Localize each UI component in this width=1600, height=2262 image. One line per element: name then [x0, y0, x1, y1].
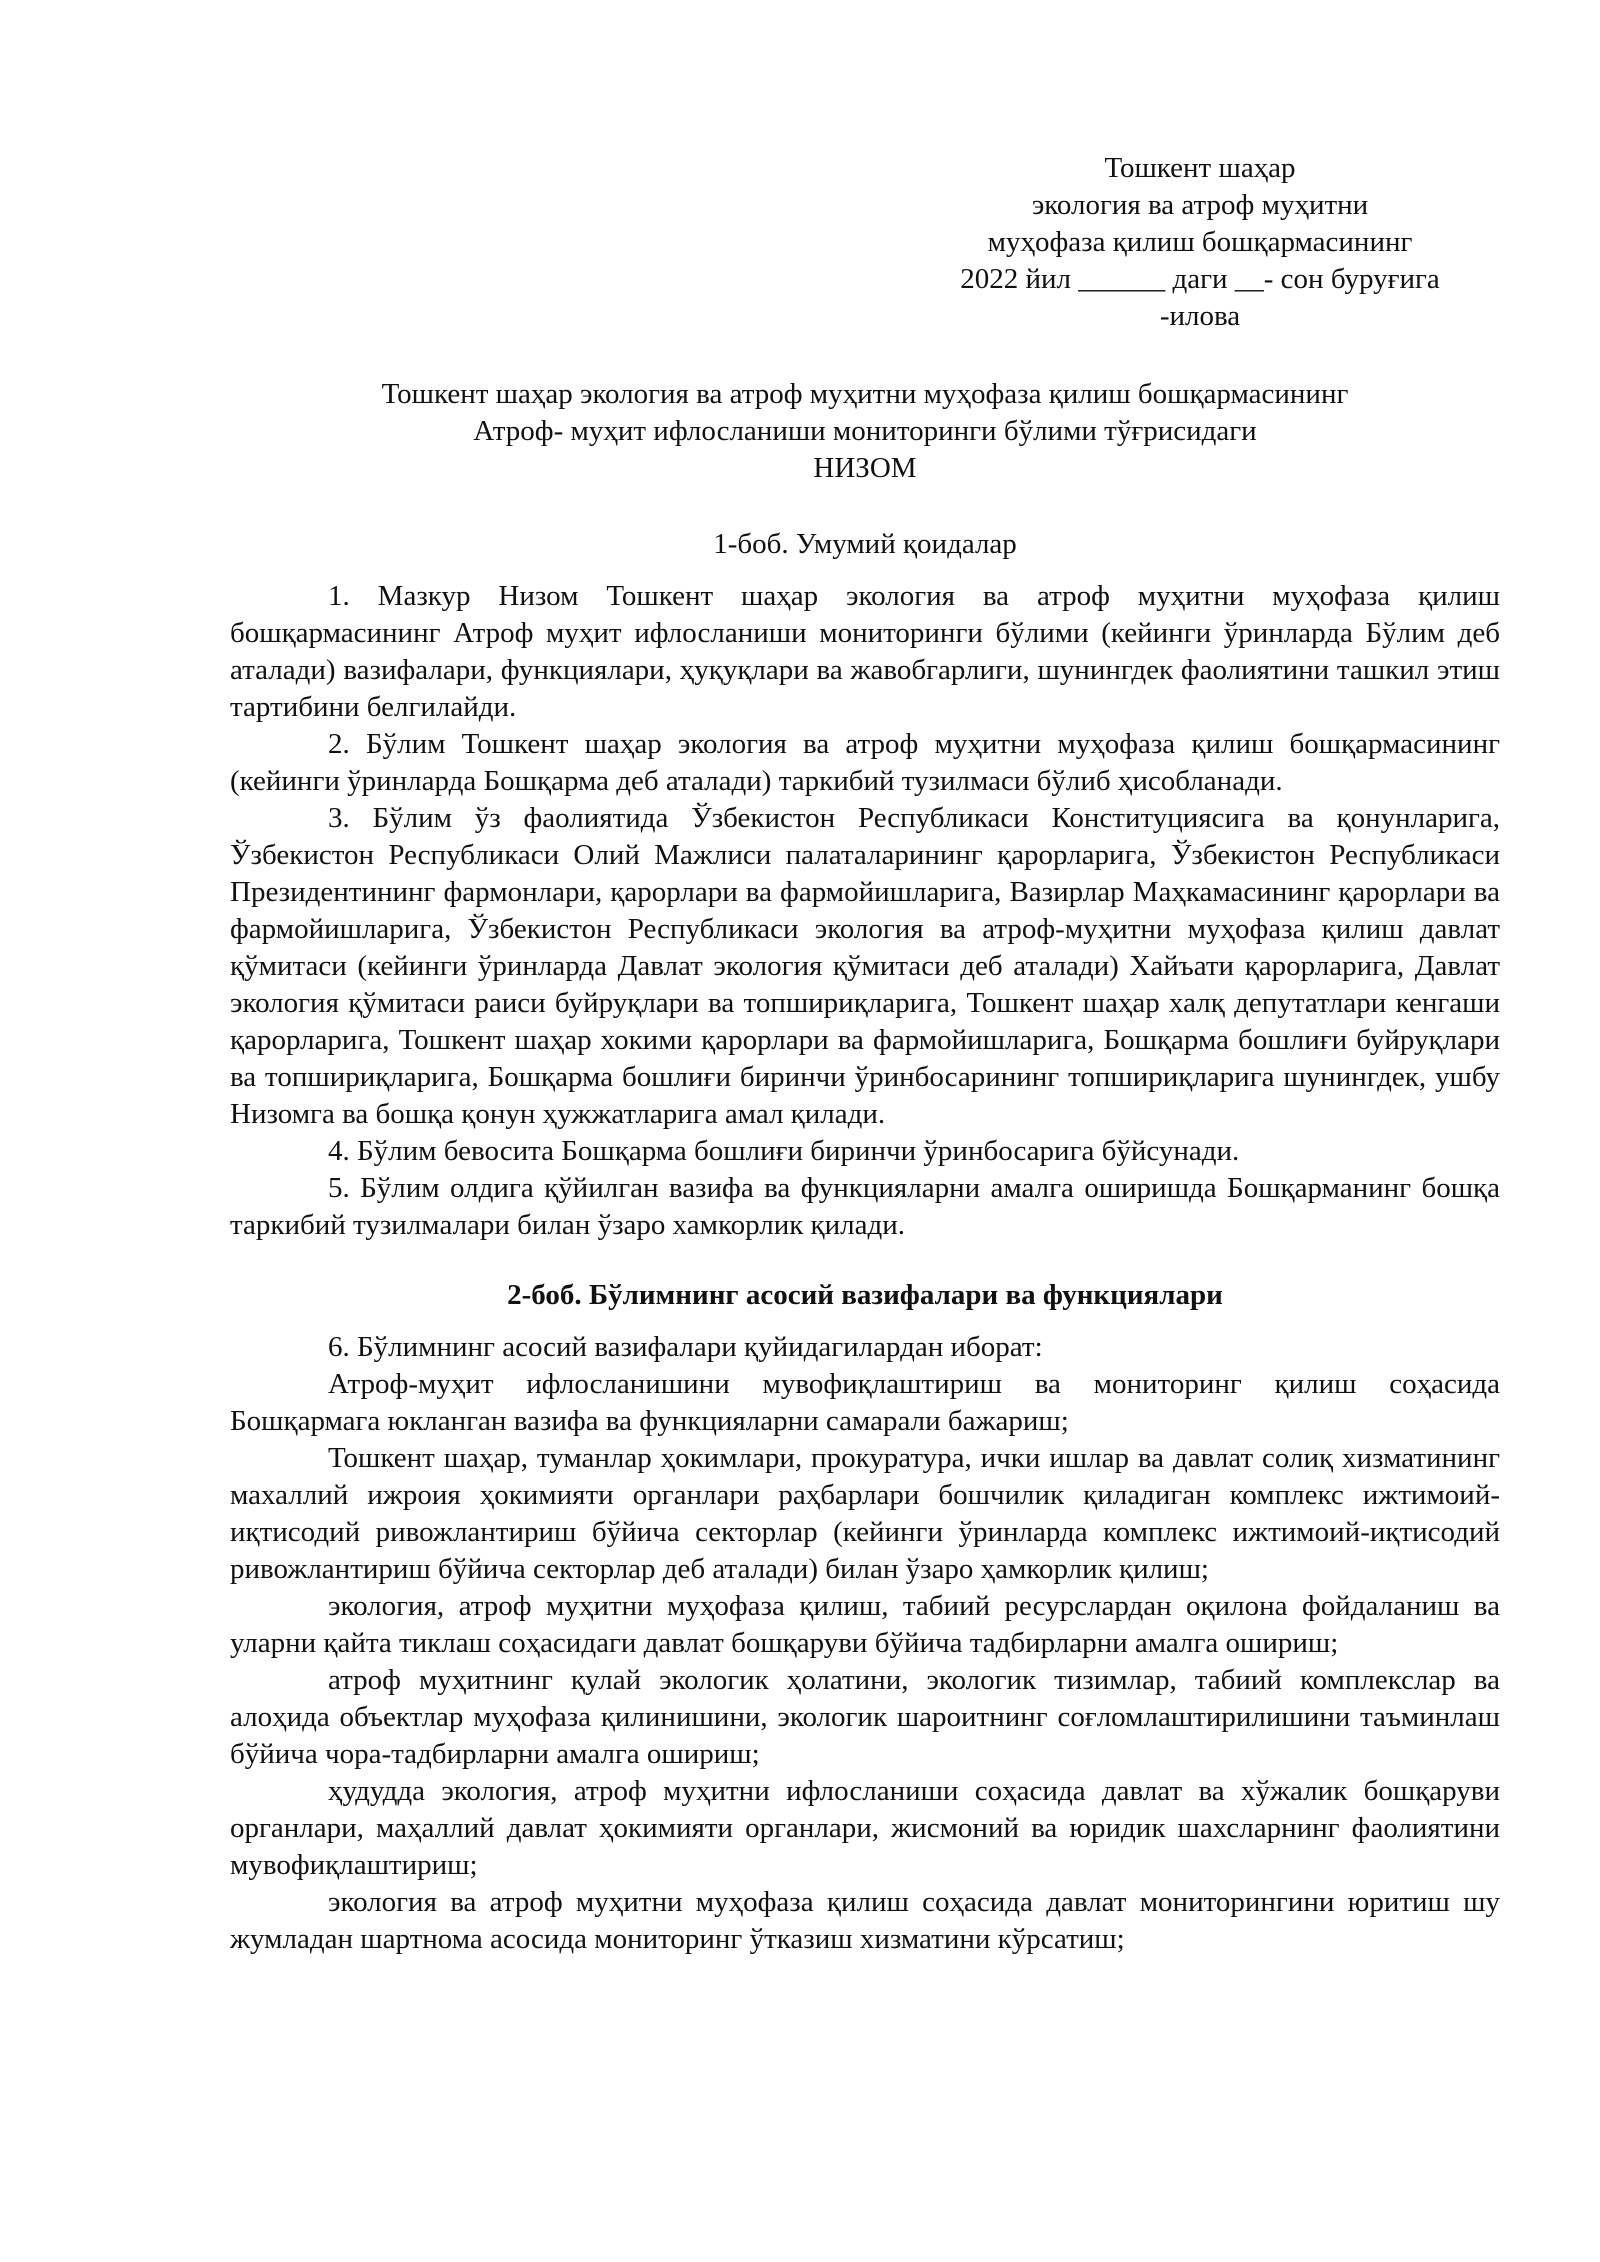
chapter-2-heading: 2-боб. Бўлимнинг асосий вазифалари ва функциялари [507, 1279, 1223, 1311]
approval-line-4: 2022 йил ______ даги __- сон буруғига [960, 263, 1440, 295]
task-item-3: экология, атроф муҳитни муҳофаза қилиш, табиий ресурслардан оқилона фойдаланиш ва уларни қайта тиклаш соҳасидаги давлат бошқаруви бўйича тадбирларни амалга ошириш; [230, 1590, 1500, 1659]
task-item-6: экология ва атроф муҳитни муҳофаза қилиш соҳасида давлат мониторингини юритиш шу жумладан шартнома асосида мониторинг ўтказиш хизматини кўрсатиш; [230, 1886, 1500, 1955]
task-item-5: ҳудудда экология, атроф муҳитни ифлосланиши соҳасида давлат ва хўжалик бошқаруви органлари, маҳаллий давлат ҳокимияти органлари, жисмоний ва юридик шахсларнинг фаолиятини мувофиқлаштириш; [230, 1775, 1500, 1881]
paragraph-1: 1. Мазкур Низом Тошкент шаҳар экология ва атроф муҳитни муҳофаза қилиш бошқармасининг Атроф муҳит ифлосланиши мониторинги бўлими (кейинги ўринларда Бўлим деб аталади) вазифалари, функциялари, ҳуқуқлари ва жавобгарлиги, шунингдек фаолиятини ташкил этиш тартибини белгилайди. [230, 580, 1500, 723]
paragraph-3: 3. Бўлим ўз фаолиятида Ўзбекистон Республикаси Конституциясига ва қонунларига, Ўзбекистон Республикаси Олий Мажлиси палаталарининг қарорларига, Ўзбекистон Республикаси Президентининг фармонлари, қарорлари ва фармойишларига, Вазирлар Маҳкамасининг қарорлари ва фармойишларига, Ўзбекистон Республикаси экология ва атроф-муҳитни муҳофаза қилиш давлат қўмитаси (кейинги ўринларда Давлат экология қўмитаси деб аталади) Хайъати қарорларига, Давлат экология қўмитаси раиси буйруқлари ва топшириқларига, Тошкент шаҳар халқ депутатлари кенгаши қарорларига, Тошкент шаҳар хокими қарорлари ва фармойишларига, Бошқарма бошлиғи буйруқлари ва топшириқларига, Бошқарма бошлиғи биринчи ўринбосарининг топшириқларига шунингдек, ушбу Низомга ва бошқа қонун ҳужжатларига амал қилади. [230, 802, 1500, 1130]
paragraph-5: 5. Бўлим олдига қўйилган вазифа ва функцияларни амалга оширишда Бошқарманинг бошқа таркибий тузилмалари билан ўзаро хамкорлик қилади. [230, 1172, 1500, 1241]
paragraph-2: 2. Бўлим Тошкент шаҳар экология ва атроф муҳитни муҳофаза қилиш бошқармасининг (кейинги ўринларда Бошқарма деб аталади) таркибий тузилмаси бўлиб ҳисобланади. [230, 728, 1500, 797]
title-line-2: Атроф- муҳит ифлосланиши мониторинги бўлими тўғрисидаги [473, 415, 1257, 447]
document-body [230, 526, 1500, 1958]
approval-line-5: -илова [1159, 300, 1241, 332]
title-line-3: НИЗОМ [813, 452, 917, 484]
task-item-4: атроф муҳитнинг қулай экологик ҳолатини, экологик тизимлар, табиий комплекслар ва алоҳида объектлар муҳофаза қилинишини, экологик шароитнинг соғломлаштирилишини таъминлаш бўйича чора-тадбирларни амалга ошириш; [230, 1664, 1500, 1770]
approval-line-1: Тошкент шаҳар [1104, 152, 1296, 184]
approval-line-2: экология ва атроф муҳитни [1031, 189, 1369, 221]
task-item-1: Атроф-муҳит ифлосланишини мувофиқлаштириш ва мониторинг қилиш соҳасида Бошқармага юкланган вазифа ва функцияларни самарали бажариш; [230, 1368, 1500, 1437]
approval-block [900, 150, 1500, 335]
paragraph-6: 6. Бўлимнинг асосий вазифалари қуйидагилардан иборат: [328, 1331, 1043, 1363]
chapter-1-heading: 1-боб. Умумий қоидалар [713, 528, 1017, 560]
title-line-1: Тошкент шаҳар экология ва атроф муҳитни муҳофаза қилиш бошқармасининг [381, 378, 1349, 410]
document-title [230, 376, 1500, 487]
approval-line-3: муҳофаза қилиш бошқармасининг [987, 226, 1413, 258]
task-item-2: Тошкент шаҳар, туманлар ҳокимлари, прокуратура, ички ишлар ва давлат солиқ хизматининг махаллий ижроия ҳокимияти органлари раҳбарлари бошчилик қиладиган комплекс ижтимоий-иқтисодий ривожлантириш бўйича секторлар (кейинги ўринларда комплекс ижтимоий-иқтисодий ривожлантириш бўйича секторлар деб аталади) билан ўзаро ҳамкорлик қилиш; [230, 1442, 1500, 1585]
paragraph-4: 4. Бўлим бевосита Бошқарма бошлиғи биринчи ўринбосарига бўйсунади. [328, 1135, 1240, 1167]
